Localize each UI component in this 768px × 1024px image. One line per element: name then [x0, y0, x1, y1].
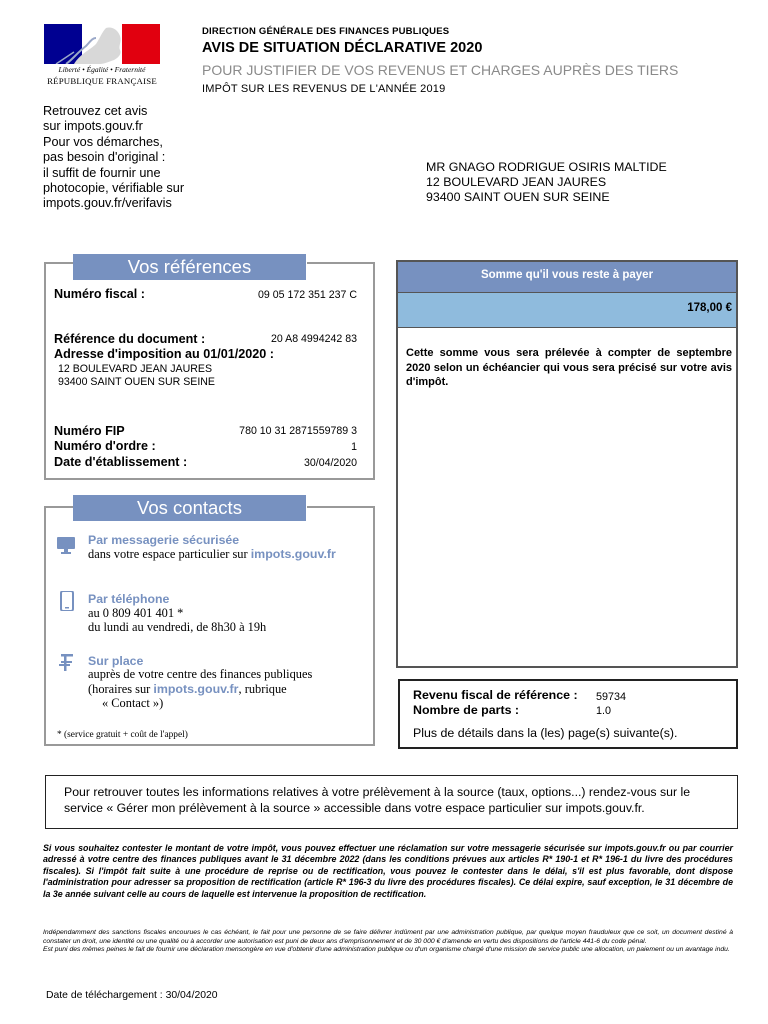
order-label: Numéro d'ordre :: [54, 439, 156, 453]
logo-republic: RÉPUBLIQUE FRANÇAISE: [47, 76, 157, 86]
withholding-info-text: Pour retrouver toutes les informations relatives à votre prélèvement à la source (taux, options...) rendez-vous sur le service « Gérer mon prélèvement à la source » accessible dans votre espace particulier sur impots.gouv.fr.: [64, 785, 691, 815]
order-number: 1: [351, 441, 357, 453]
penalty-paragraph: Est puni des mêmes peines le fait de fournir une déclaration mensongère en vue d'obtenir d'une administration publique ou d'un organisme chargé d'une mission de service public une allocation, un paiement ou un avantage indu.: [43, 946, 730, 954]
establishment-date: 30/04/2020: [303, 457, 357, 469]
more-details: Plus de détails dans la (les) page(s) suivante(s).: [413, 726, 678, 740]
fiscal-number: 09 05 172 351 237 C: [258, 289, 357, 301]
onsite-hours-pre: (horaires sur: [88, 682, 154, 696]
notice-line: Pour vos démarches,: [43, 134, 163, 149]
monitor-icon: [57, 535, 75, 555]
payment-note: Cette somme vous sera prélevée à compter de septembre 2020 selon un échéancier qui vous sera précisé sur votre avis d'impôt.: [406, 347, 732, 388]
onsite-hours-post: , rubrique: [238, 682, 287, 696]
phone-hours: du lundi au vendredi, de 8h30 à 19h: [88, 620, 267, 634]
doc-ref-label: Référence du document :: [54, 332, 206, 346]
messaging-link[interactable]: impots.gouv.fr: [250, 547, 336, 561]
penalty-notice: [43, 929, 733, 955]
marianne-flag-icon: [44, 24, 160, 64]
notice-line: photocopie, vérifiable sur: [43, 181, 185, 196]
recipient-name: MR GNAGO RODRIGUE OSIRIS MALTIDE: [426, 160, 667, 174]
address-label: Adresse d'imposition au 01/01/2020 :: [54, 347, 274, 361]
parts-label: Nombre de parts :: [413, 703, 520, 717]
contest-notice: Si vous souhaitez contester le montant de votre impôt, vous pouvez effectuer une réclamation sur votre messagerie sécurisée sur impots.gouv.fr ou par courrier adressé à votre centre des finances publiques avant le 31 décembre 2022 (dans les conditions prévues aux articles R* 190-1 et R* 196-1 du livre des procédures fiscales). Si l'impôt fait suite à une procédure de reprise ou de rectification, vous pouvez le contester dans le délai, s'il est plus favorable, dont dispose l'administration pour adresser sa proposition de rectification (article R* 196-3 du livre des procédures fiscales). Ce délai expire, sauf exception, le 31 décembre de la 3e année suivant celle au cours de laquelle est intervenue la proposition de rectification.: [43, 843, 733, 899]
messaging-line: [88, 547, 336, 562]
notice-line: Retrouvez cet avis: [43, 104, 148, 118]
payment-amount-row: [398, 292, 736, 328]
recipient-address: [426, 160, 667, 205]
fiscal-number-label: Numéro fiscal :: [54, 287, 145, 301]
building-icon: [58, 652, 76, 672]
messaging-title: Par messagerie sécurisée: [88, 533, 240, 547]
payment-amount: 178,00 €: [687, 302, 732, 314]
fip-label: Numéro FIP: [54, 424, 125, 438]
onsite-link[interactable]: impots.gouv.fr: [153, 682, 239, 696]
penalty-paragraph: Indépendamment des sanctions fiscales encourues le cas échéant, le fait pour une personne de se faire délivrer indûment par une administration publique, par quelque moyen frauduleux que ce soit, un document destiné à constater un droit, une identité ou une qualité ou à accorder une autorisation est puni de deux ans d'emprisonnement et de 30 000 € d'amende en vertu des dispositions de l'article 441-6 du code pénal.: [43, 929, 733, 945]
references-title: Vos références: [73, 254, 306, 280]
income-year: IMPÔT SUR LES REVENUS DE L'ANNÉE 2019: [202, 83, 446, 95]
recipient-street: 12 BOULEVARD JEAN JAURES: [426, 175, 607, 189]
dgfip-heading: DIRECTION GÉNÉRALE DES FINANCES PUBLIQUES: [202, 26, 450, 37]
doc-ref: 20 A8 4994242 83: [270, 333, 357, 345]
download-date: Date de téléchargement : 30/04/2020: [46, 990, 218, 1001]
fip-number: 780 10 31 2871559789 3: [239, 425, 357, 437]
contacts-title: Vos contacts: [73, 495, 306, 521]
onsite-line3: « Contact »): [102, 696, 164, 710]
messaging-text: dans votre espace particulier sur: [88, 547, 251, 561]
contact-footnote: * (service gratuit + coût de l'appel): [57, 730, 188, 740]
notice-line: il suffit de fournir une: [43, 165, 161, 180]
date-label: Date d'établissement :: [54, 455, 188, 469]
rfr-value: 59734: [596, 691, 627, 703]
logo-motto: Liberté • Égalité • Fraternité: [58, 65, 146, 74]
phone-number: au 0 809 401 401 *: [88, 606, 184, 620]
onsite-title: Sur place: [88, 654, 144, 668]
payment-header: Somme qu'il vous reste à payer: [398, 262, 736, 292]
republique-francaise-logo: [40, 24, 164, 94]
page-title: AVIS DE SITUATION DÉCLARATIVE 2020: [202, 40, 483, 56]
rfr-label: Revenu fiscal de référence :: [413, 688, 578, 702]
notice-line: pas besoin d'original :: [43, 150, 166, 165]
mobile-phone-icon: [58, 591, 76, 611]
onsite-line2: [88, 682, 287, 697]
tax-address-city: 93400 SAINT OUEN SUR SEINE: [58, 376, 216, 388]
notice-line: sur impots.gouv.fr: [43, 119, 143, 134]
onsite-line1: auprès de votre centre des finances publiques: [88, 667, 313, 681]
phone-title: Par téléphone: [88, 592, 170, 606]
page-subtitle: POUR JUSTIFIER DE VOS REVENUS ET CHARGES AUPRÈS DES TIERS: [202, 62, 679, 78]
recipient-city: 93400 SAINT OUEN SUR SEINE: [426, 190, 610, 204]
tax-address-street: 12 BOULEVARD JEAN JAURES: [58, 363, 213, 375]
notice-text: [43, 104, 218, 212]
parts-value: 1.0: [596, 705, 612, 717]
notice-line: impots.gouv.fr/verifavis: [43, 196, 172, 211]
